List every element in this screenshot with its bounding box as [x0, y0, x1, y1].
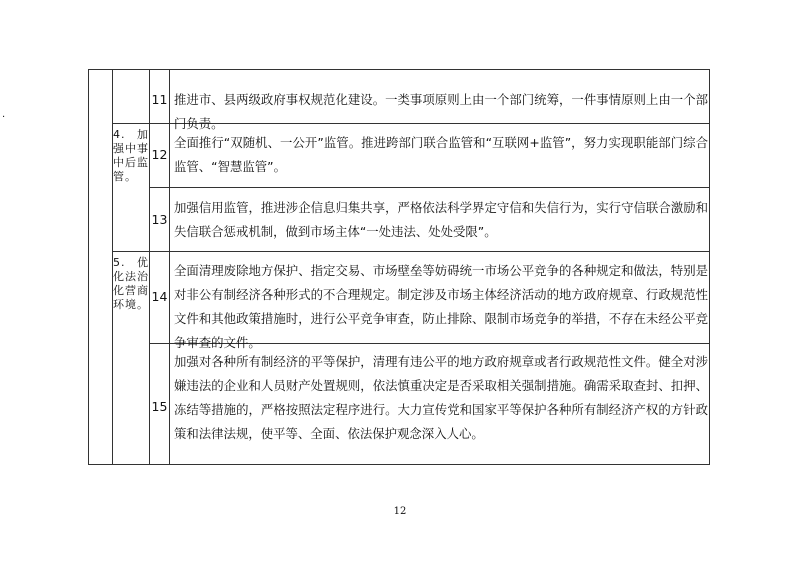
item-number: 14: [151, 289, 168, 304]
item-number: 12: [151, 147, 168, 162]
category-cell: 4. 加强中事中后监管。: [113, 128, 149, 183]
item-content: 加强对各种所有制经济的平等保护，清理有违公平的地方政府规章或者行政规范性文件。健全对涉嫌违法的企业和人员财产处置规则，依法慎重决定是否采取相关强制措施。确需采取查封、扣押、冻结等措施的，严格按照法定程序进行。大力宣传党和国家平等保护各种所有制经济产权的方针政策和法律法规，使平等、全面、依法保护观念深入人心。: [174, 354, 708, 441]
item-content: 加强信用监管，推进涉企信息归集共享，严格依法科学界定守信和失信行为，实行守信联合激励和失信联合惩戒机制，做到市场主体“一处违法、处处受限”。: [174, 200, 708, 239]
item-content: 全面推行“双随机、一公开”监管。推进跨部门联合监管和“互联网+监管”，努力实现职能部门综合监管、“智慧监管”。: [174, 135, 708, 174]
item-number: 15: [151, 399, 168, 414]
item-content: 全面清理废除地方保护、指定交易、市场壁垒等妨碍统一市场公平竞争的各种规定和做法，特别是对非公有制经济各种形式的不合理规定。制定涉及市场主体经济活动的地方政府规章、行政规范性文件和其他政策措施时，进行公平竞争审查，防止排除、限制市场竞争的举措，不存在未经公平竞争审查的文件。: [174, 263, 708, 350]
column-divider: [169, 70, 170, 464]
category-cell: 5. 优化法治化营商环境。: [113, 256, 149, 311]
item-number: 11: [151, 92, 168, 107]
policy-table: [88, 69, 710, 465]
margin-dot: .: [2, 109, 6, 120]
item-number: 13: [151, 212, 168, 227]
item-content: 推进市、县两级政府事权规范化建设。一类事项原则上由一个部门统筹，一件事情原则上由一个部门负责。: [174, 92, 708, 131]
page-number: 12: [393, 506, 407, 517]
row-divider: [112, 251, 709, 252]
row-divider: [149, 187, 709, 188]
